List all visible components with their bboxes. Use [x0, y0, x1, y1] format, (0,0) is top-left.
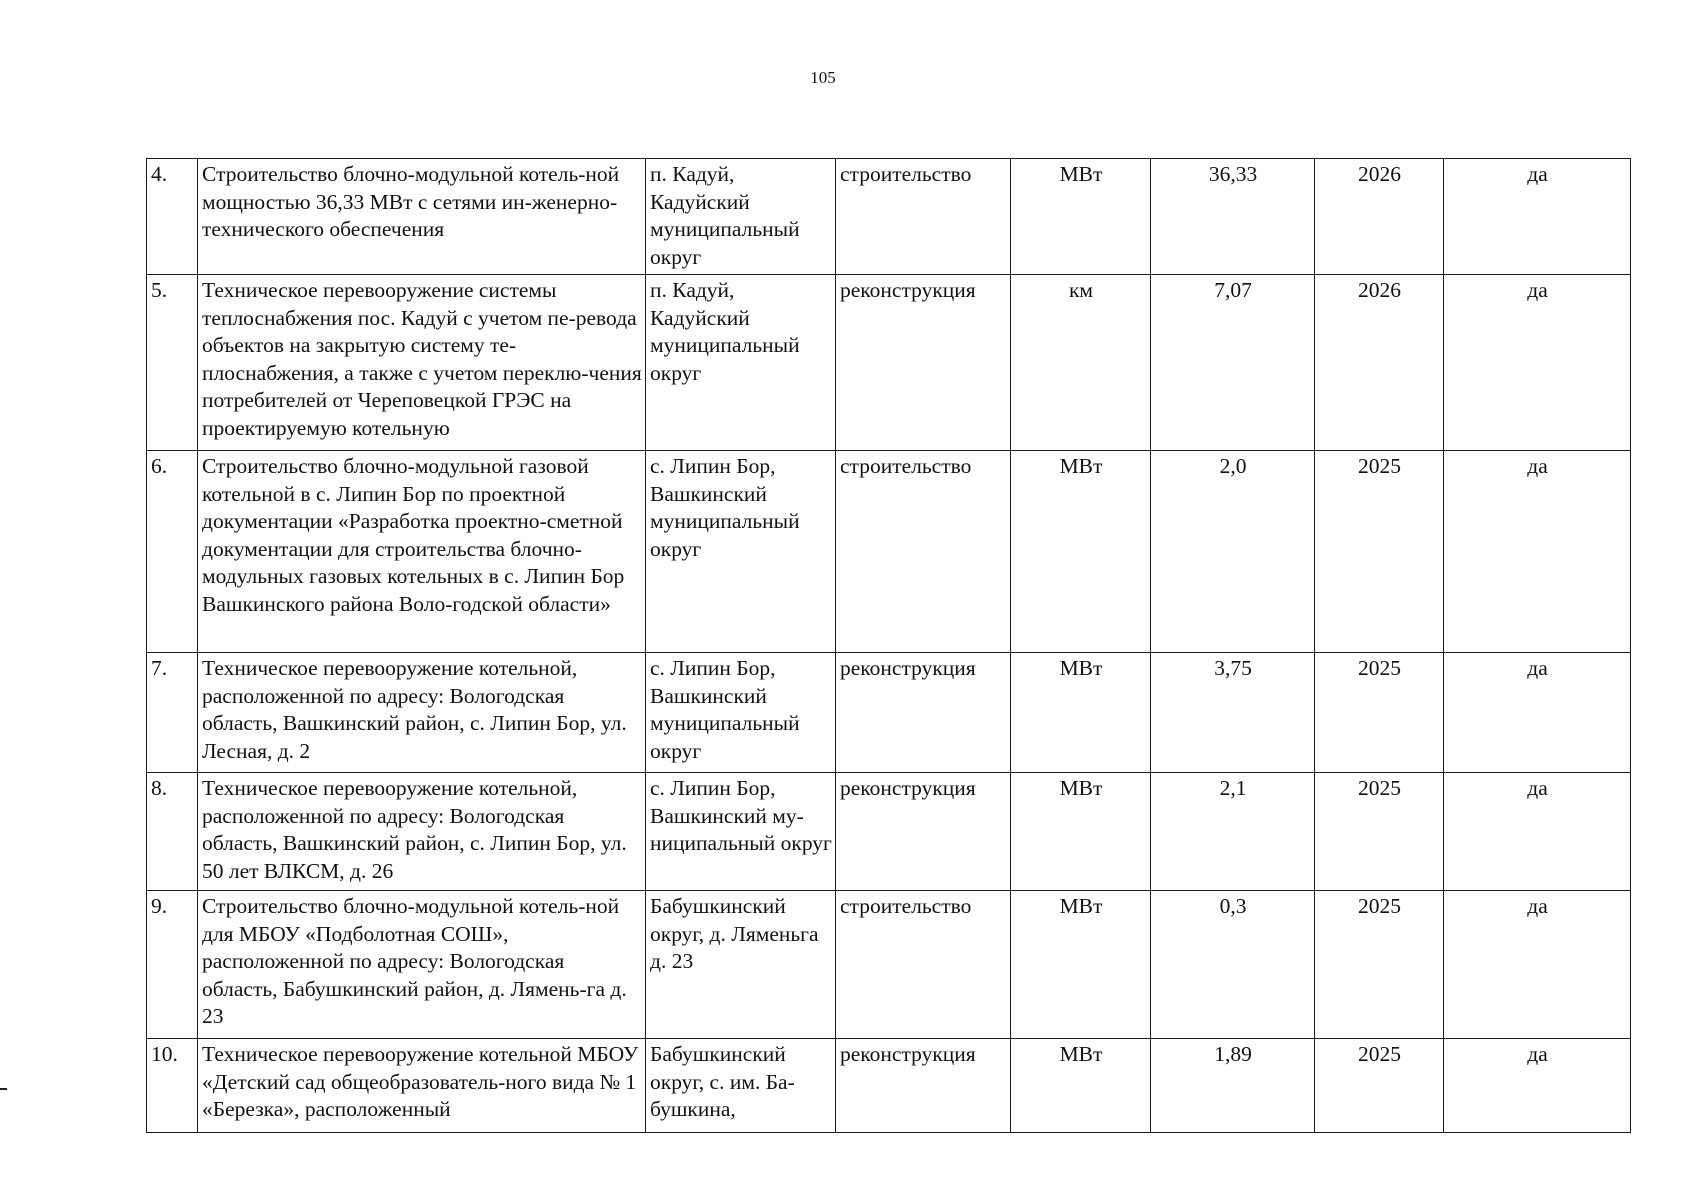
work-type: строительство — [836, 451, 1011, 653]
project-location: п. Кадуй, Кадуйский муниципальный округ — [646, 275, 836, 451]
project-name: Техническое перевооружение котельной, расположенной по адресу: Вологодская область, Вашкинский район, с. Липин Бор, ул. Лесная, д. 2 — [198, 653, 646, 773]
table-row — [147, 773, 1631, 891]
projects-table — [146, 158, 1631, 1133]
work-type: реконструкция — [836, 1039, 1011, 1133]
work-type: строительство — [836, 159, 1011, 275]
work-type: реконструкция — [836, 275, 1011, 451]
work-type: реконструкция — [836, 653, 1011, 773]
project-name: Строительство блочно-модульной котель-ной для МБОУ «Подболотная СОШ», расположенной по адресу: Вологодская область, Бабушкинский район, д. Лямень-га д. 23 — [198, 891, 646, 1039]
row-number: 8. — [147, 773, 198, 891]
unit: МВт — [1011, 1039, 1151, 1133]
unit: МВт — [1011, 159, 1151, 275]
flag: да — [1444, 653, 1631, 773]
unit: МВт — [1011, 653, 1151, 773]
project-name: Техническое перевооружение котельной, расположенной по адресу: Вологодская область, Вашкинский район, с. Липин Бор, ул. 50 лет ВЛКСМ, д. 26 — [198, 773, 646, 891]
flag: да — [1444, 159, 1631, 275]
table-row — [147, 1039, 1631, 1133]
project-name: Строительство блочно-модульной котель-ной мощностью 36,33 МВт с сетями ин-женерно-технического обеспечения — [198, 159, 646, 275]
year: 2025 — [1315, 773, 1444, 891]
unit: МВт — [1011, 773, 1151, 891]
row-number: 10. — [147, 1039, 198, 1133]
capacity-value: 7,07 — [1151, 275, 1315, 451]
edge-mark — [0, 1088, 7, 1090]
year: 2026 — [1315, 275, 1444, 451]
table-row — [147, 451, 1631, 653]
unit: км — [1011, 275, 1151, 451]
year: 2025 — [1315, 891, 1444, 1039]
capacity-value: 0,3 — [1151, 891, 1315, 1039]
page-number: 105 — [810, 68, 836, 87]
project-location: с. Липин Бор, Вашкинский муниципальный округ — [646, 451, 836, 653]
table-row — [147, 275, 1631, 451]
flag: да — [1444, 773, 1631, 891]
flag: да — [1444, 1039, 1631, 1133]
year: 2025 — [1315, 653, 1444, 773]
row-number: 6. — [147, 451, 198, 653]
unit: МВт — [1011, 451, 1151, 653]
capacity-value: 3,75 — [1151, 653, 1315, 773]
work-type: строительство — [836, 891, 1011, 1039]
capacity-value: 2,0 — [1151, 451, 1315, 653]
flag: да — [1444, 451, 1631, 653]
project-name: Строительство блочно-модульной газовой котельной в с. Липин Бор по проектной документации «Разработка проектно-сметной документации для строительства блочно-модульных газовых котельных в с. Липин Бор Вашкинского района Воло-годской области» — [198, 451, 646, 653]
capacity-value: 36,33 — [1151, 159, 1315, 275]
year: 2025 — [1315, 451, 1444, 653]
flag: да — [1444, 275, 1631, 451]
unit: МВт — [1011, 891, 1151, 1039]
project-name: Техническое перевооружение системы теплоснабжения пос. Кадуй с учетом пе-ревода объектов на закрытую систему те-плоснабжения, а также с учетом переклю-чения потребителей от Череповецкой ГРЭС на проектируемую котельную — [198, 275, 646, 451]
project-location: с. Липин Бор, Вашкинский муниципальный округ — [646, 653, 836, 773]
work-type: реконструкция — [836, 773, 1011, 891]
project-name: Техническое перевооружение котельной МБОУ «Детский сад общеобразователь-ного вида № 1 «Березка», расположенный — [198, 1039, 646, 1133]
year: 2026 — [1315, 159, 1444, 275]
row-number: 9. — [147, 891, 198, 1039]
year: 2025 — [1315, 1039, 1444, 1133]
project-location: п. Кадуй, Кадуйский муниципальный округ — [646, 159, 836, 275]
table-row — [147, 159, 1631, 275]
table-row — [147, 891, 1631, 1039]
capacity-value: 1,89 — [1151, 1039, 1315, 1133]
row-number: 4. — [147, 159, 198, 275]
project-location: с. Липин Бор, Вашкинский му-ниципальный округ — [646, 773, 836, 891]
flag: да — [1444, 891, 1631, 1039]
row-number: 5. — [147, 275, 198, 451]
row-number: 7. — [147, 653, 198, 773]
project-location: Бабушкинский округ, с. им. Ба-бушкина, — [646, 1039, 836, 1133]
table-row — [147, 653, 1631, 773]
project-location: Бабушкинский округ, д. Ляменьга д. 23 — [646, 891, 836, 1039]
capacity-value: 2,1 — [1151, 773, 1315, 891]
